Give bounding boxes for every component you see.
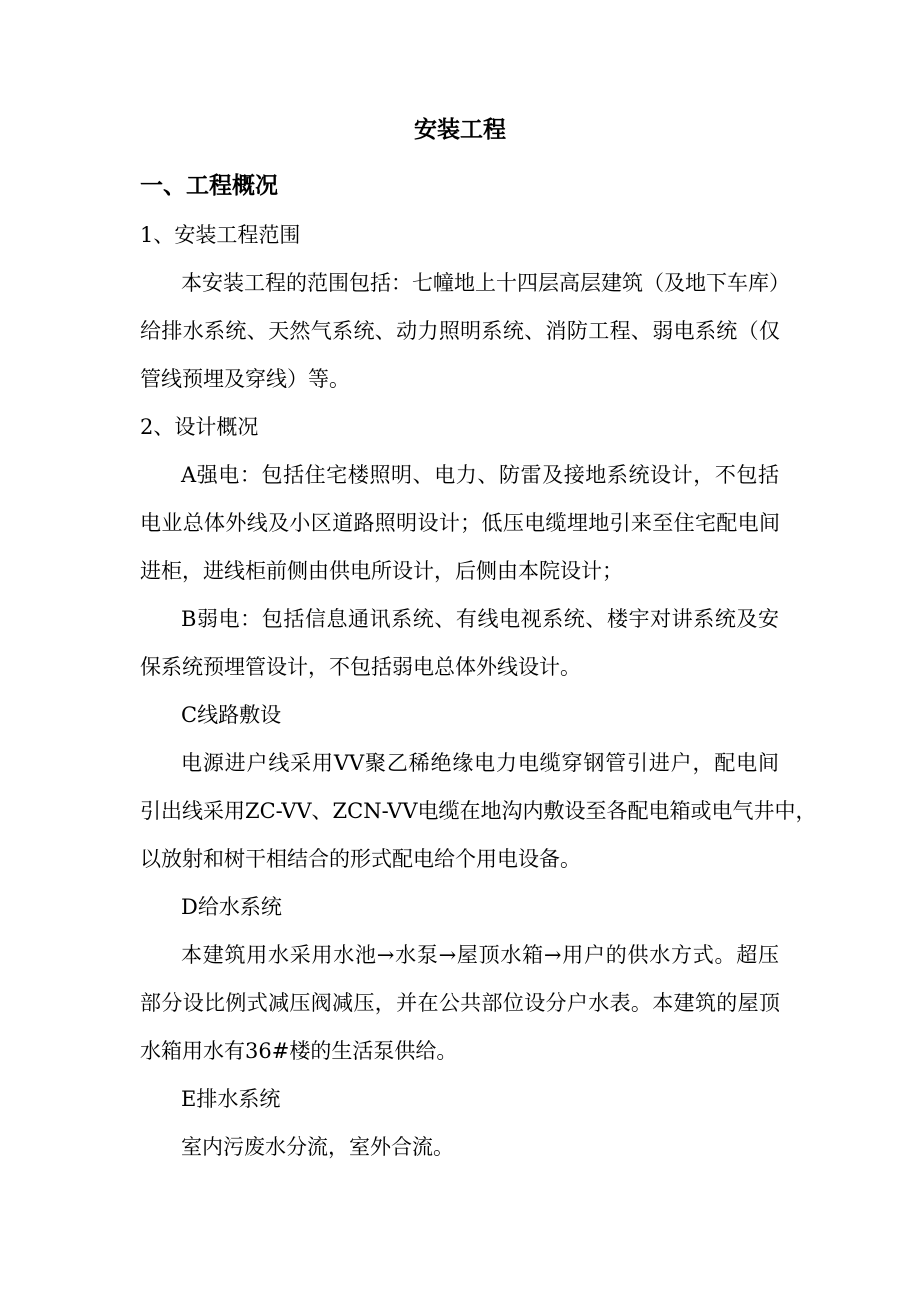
- subheading-water-supply: D给水系统: [181, 895, 282, 919]
- paragraph-wiring-line-2: 引出线采用ZC-VV、ZCN-VV电缆在地沟内敷设至各配电箱或电气井中，: [140, 799, 817, 823]
- paragraph-wiring-line-1: 电源进户线采用VV聚乙稀绝缘电力电缆穿钢管引进户，配电间: [181, 751, 779, 775]
- paragraph-strong-current-line-1: A强电：包括住宅楼照明、电力、防雷及接地系统设计，不包括: [181, 463, 779, 487]
- paragraph-scope-line-2: 给排水系统、天然气系统、动力照明系统、消防工程、弱电系统（仅: [140, 319, 780, 343]
- section-heading: 一、工程概况: [140, 172, 278, 199]
- subheading-drainage: E排水系统: [181, 1087, 281, 1111]
- subheading-wiring: C线路敷设: [181, 703, 282, 727]
- subheading-scope: 1、安装工程范围: [140, 223, 301, 247]
- paragraph-scope-line-1: 本安装工程的范围包括：七幢地上十四层高层建筑（及地下车库）: [181, 271, 790, 295]
- paragraph-strong-current-line-2: 电业总体外线及小区道路照明设计；低压电缆埋地引来至住宅配电间: [140, 511, 780, 535]
- paragraph-water-supply-line-3: 水箱用水有36#楼的生活泵供给。: [140, 1039, 458, 1063]
- paragraph-wiring-line-3: 以放射和树干相结合的形式配电给个用电设备。: [140, 847, 581, 871]
- paragraph-weak-current-line-2: 保系统预埋管设计，不包括弱电总体外线设计。: [140, 655, 581, 679]
- paragraph-drainage-line-1: 室内污废水分流，室外合流。: [181, 1135, 454, 1159]
- paragraph-strong-current-line-3: 进柜，进线柜前侧由供电所设计，后侧由本院设计；: [140, 559, 623, 583]
- subheading-design: 2、设计概况: [140, 415, 259, 439]
- document-title: 安装工程: [414, 116, 506, 143]
- paragraph-weak-current-line-1: B弱电：包括信息通讯系统、有线电视系统、楼宇对讲系统及安: [181, 607, 779, 631]
- paragraph-water-supply-line-1: 本建筑用水采用水池→水泵→屋顶水箱→用户的供水方式。超压: [181, 943, 779, 967]
- paragraph-water-supply-line-2: 部分设比例式减压阀减压，并在公共部位设分户水表。本建筑的屋顶: [140, 991, 780, 1015]
- paragraph-scope-line-3: 管线预埋及穿线）等。: [140, 367, 350, 391]
